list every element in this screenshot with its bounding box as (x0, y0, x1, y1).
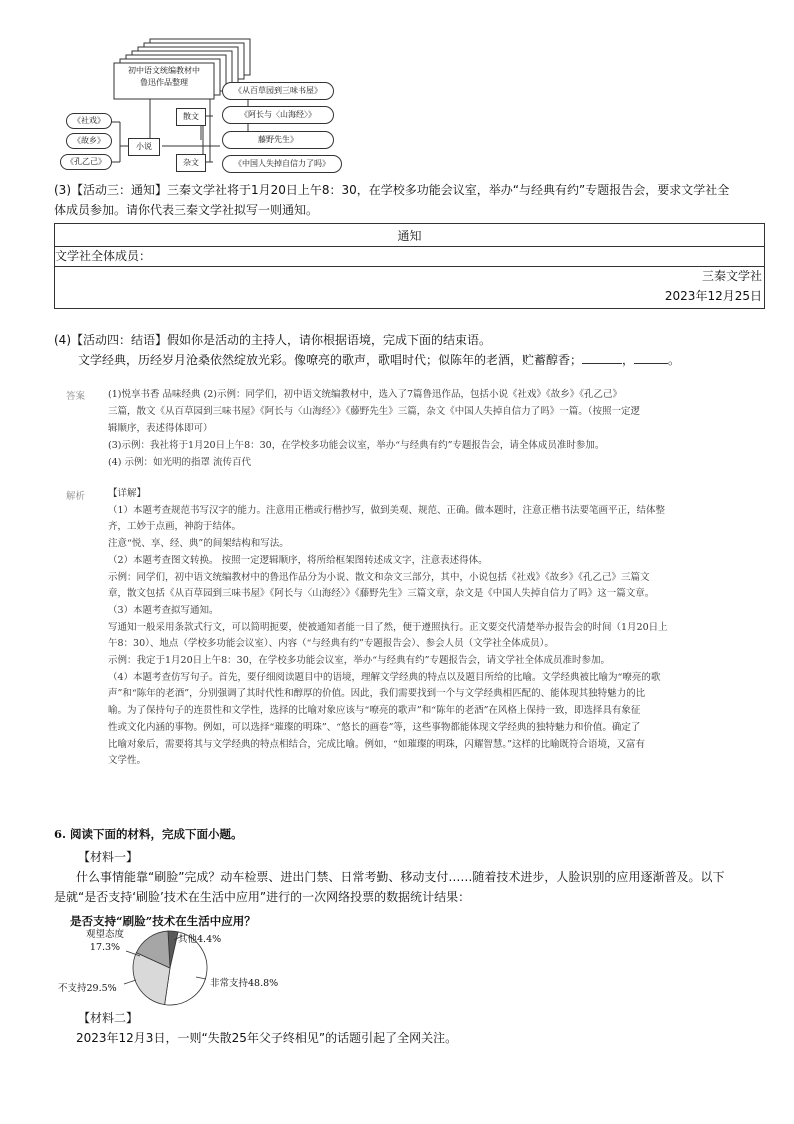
answer-line: (4) 示例：如光明的指罩 流传百代 (108, 457, 251, 468)
node-zixinli: 《中国人失掉自信力了吗》 (222, 155, 342, 173)
notice-date: 2023年12月25日 (664, 289, 762, 303)
analysis-line: 午8：30）、地点（学校多功能会议室）、内容（“与经典有约”专题报告会）、参会人员（文学社全体成员）。 (108, 638, 554, 650)
pie-label-no-support: 不支持29.5% (58, 983, 117, 994)
node-tengye: 藤野先生》 (222, 131, 334, 149)
notice-title: 通知 (397, 229, 422, 243)
question-4-text: 文学经典，历经岁月沧桑依然绽放光彩。像嘹亮的歌声，歌唱时代；似陈年的老酒，贮蓄醇香； (78, 353, 583, 367)
pie-label-wait-name: 观望态度 (86, 929, 125, 940)
node-zawen: 杂文 (176, 154, 206, 172)
node-achang: 《阿长与〈山海经〉》 (222, 106, 334, 124)
analysis-line: 文学性。 (108, 755, 147, 767)
analysis-line: 喻。为了保持句子的连贯性和文学性，选择的比喻对象应该与“嘹亮的歌声”和“陈年的老酒”在风格上保持一致，即选择具有象征 (108, 705, 641, 717)
node-sanwen: 散文 (176, 108, 206, 126)
answer-line: 三篇，散文《从百草园到三味书屋》《阿长与〈山海经〉》《藤野先生》三篇，杂文《中国人失掉自信力了吗》一篇。（按照一定逻 (108, 406, 641, 417)
answer-label: 答案 (66, 391, 86, 402)
notice-salutation: 文学社全体成员： (55, 249, 152, 263)
analysis-line: 齐，工妙于点画，神韵于结体。 (108, 521, 242, 533)
analysis-line: （3）本题考查拟写通知。 (108, 604, 219, 616)
question-4-line2 (54, 350, 774, 370)
analysis-line: 性或文化内涵的事物。例如，可以选择“璀璨的明珠”、“悠长的画卷”等，这些事物都能体现文学经典的独特魅力和价值。确定了 (108, 721, 641, 733)
chart-title: 是否支持“刷脸”技术在生活中应用？ (70, 914, 256, 928)
question-4-end: 。 (668, 353, 681, 367)
mind-map-title (114, 65, 214, 89)
answer-line: (1)悦享书香 品味经典 (2)示例：同学们，初中语文统编教材中，选入了7篇鲁迅作品，包括小说《社戏》《故乡》《孔乙己》 (108, 389, 622, 400)
answer-line: 辑顺序，表述得体即可） (108, 423, 213, 434)
node-shexi: 《社戏》 (66, 113, 112, 129)
question-3-line2: 体成员参加。请你代表三秦文学社拟写一则通知。 (54, 203, 319, 217)
analysis-label: 解析 (66, 491, 86, 502)
analysis-line: （4）本题考查仿写句子。首先，要仔细阅读题目中的语境，理解文学经典的特点以及题目所给的比喻。文学经典被比喻为“嘹亮的歌 (108, 671, 661, 683)
answer-line: (3)示例：我社将于1月20日上午8：30，在学校多功能会议室，举办“与经典有约”专题报告会，请全体成员准时参加。 (108, 440, 605, 451)
analysis-line: （2）本题考查图文转换。 按照一定逻辑顺序，将所给框架图转述成文字，注意表述得体。 (108, 554, 488, 566)
pie-leader-lines (60, 930, 240, 1000)
analysis-line: 示例：我定于1月20日上午8：30，在学校多功能会议室，举办“与经典有约”专题报告会，请文学社全体成员准时参加。 (108, 655, 610, 667)
analysis-line: 章，散文包括《从百草园到三味书屋》《阿长与〈山海经〉》《藤野先生》三篇文章，杂文是《中国人失掉自信力了吗》这一篇文章。 (108, 588, 655, 600)
analysis-line: 声”和“陈年的老酒”，分别强调了其时代性和醇厚的价值。因此，我们需要找到一个与文学经典相匹配的、能体现其独特魅力的比 (108, 688, 646, 700)
question-3-line1: (3)【活动三：通知】三秦文学社将于1月20日上午8：30，在学校多功能会议室，举办“与经典有约”专题报告会，要求文学社全 (54, 183, 730, 197)
analysis-line: 示例：同学们，初中语文统编教材中的鲁迅作品分为小说、散文和杂文三部分，其中，小说包括《社戏》《故乡》《孔乙己》三篇文 (108, 571, 650, 583)
question-4 (54, 330, 774, 370)
pie-label-strong-support: 非常支持48.8% (210, 978, 279, 989)
notice-signature: 三秦文学社 (701, 269, 762, 283)
question-4-separator: ， (622, 353, 635, 367)
mind-map-title-line1: 初中语文统编教材中 (128, 66, 200, 75)
question-6-heading: 6. 阅读下面的材料，完成下面小题。 (54, 827, 243, 841)
notice-box (54, 223, 765, 309)
material-1-label: 【材料一】 (78, 850, 139, 864)
node-guxiang: 《故乡》 (66, 133, 112, 149)
answer-block (108, 386, 748, 471)
node-xiaoshuo: 小说 (128, 138, 160, 156)
node-baicaoyuan: 《从百草园到三味书屋》 (222, 82, 334, 100)
material-2-label: 【材料二】 (78, 1011, 139, 1025)
analysis-line: 写通知一般采用条款式行文，可以简明扼要，使被通知者能一目了然，便于遵照执行。正文要交代清楚举办报告会的时间（1月20日上 (108, 621, 668, 633)
node-kongyiji: 《孔乙己》 (60, 154, 112, 170)
material-1-line1: 什么事情能靠“刷脸”完成？动车检票、进出门禁、日常考勤、移动支付……随着技术进步，人脸识别的应用逐渐普及。以下 (76, 870, 725, 884)
pie-label-wait-value: 17.3% (89, 942, 121, 953)
analysis-line: （1）本题考查规范书写汉字的能力。注意用正楷或行楷抄写，做到美观、规范、正确。做本题时，注意正楷书法要笔画平正，结体整 (108, 504, 666, 516)
question-3 (54, 180, 774, 220)
analysis-line: 【详解】 (108, 488, 147, 499)
material-1-text (54, 867, 774, 907)
answer-blank-2[interactable] (634, 363, 668, 364)
material-1-line2: 是就“是否支持‘刷脸’技术在生活中应用”进行的一次网络投票的数据统计结果： (54, 890, 471, 904)
question-4-line1: (4)【活动四：结语】假如你是活动的主持人，请你根据语境，完成下面的结束语。 (54, 333, 492, 347)
analysis-block (108, 486, 748, 770)
material-2-text: 2023年12月3日，一则“失散25年父子终相见”的话题引起了全网关注。 (76, 1031, 458, 1045)
analysis-line: 注意“悦、享、经、典”的间架结构和写法。 (108, 538, 289, 550)
mind-map-title-line2: 鲁迅作品整理 (140, 78, 188, 87)
analysis-line: 比喻对象后，需要将其与文学经典的特点相结合，完成比喻。例如，“如璀璨的明珠，闪耀智慧。”这样的比喻既符合语境，又富有 (108, 738, 645, 750)
pie-label-other: 其他4.4% (178, 934, 222, 945)
answer-blank-1[interactable] (582, 363, 622, 364)
